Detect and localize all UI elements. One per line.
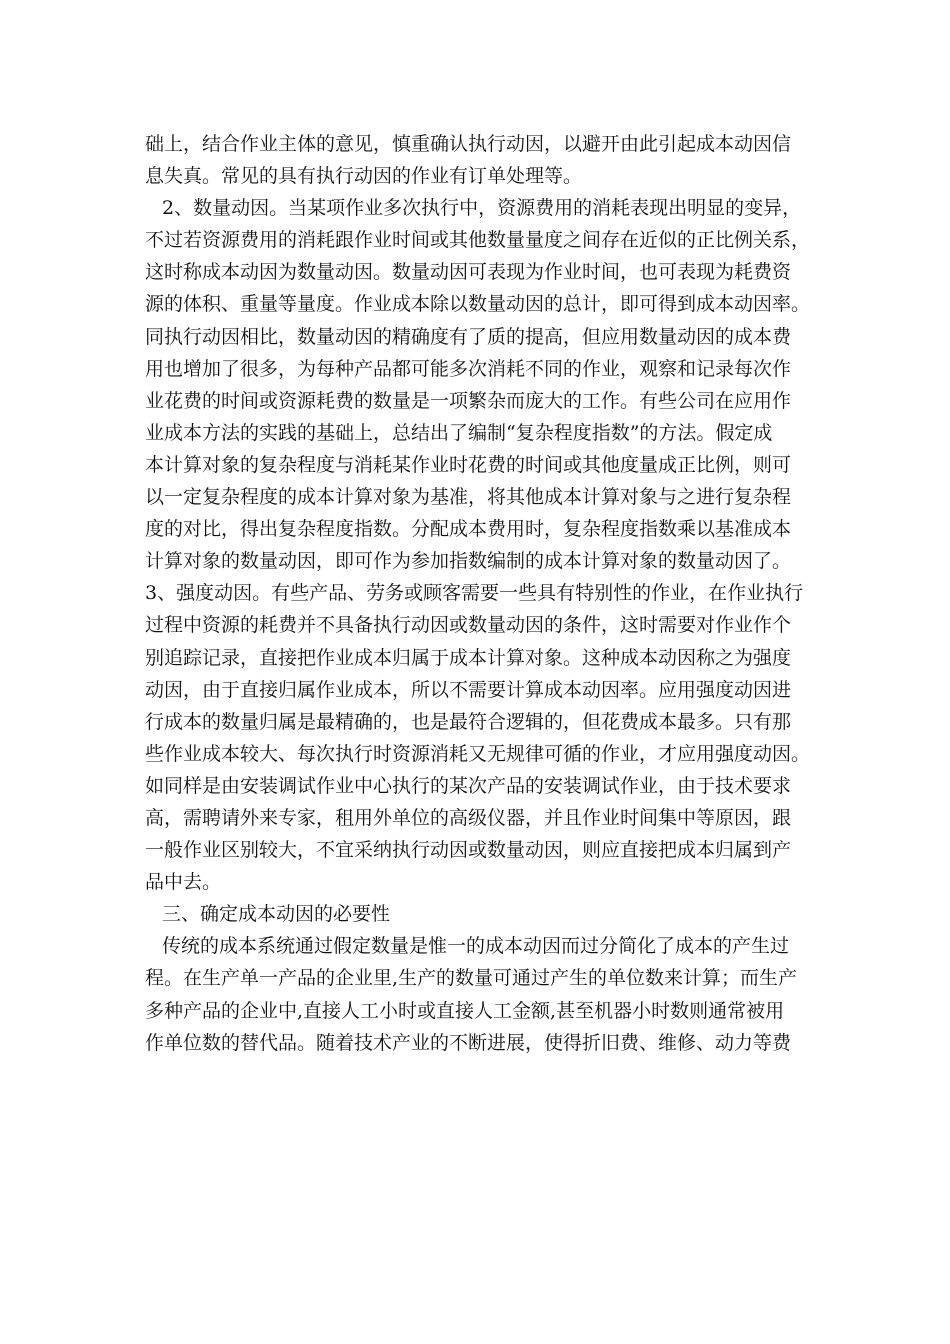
text-line: 过程中资源的耗费并不具备执行动因或数量动因的条件，这时需要对作业作个 [145, 614, 792, 637]
text-line: 源的体积、重量等量度。作业成本除以数量动因的总计，即可得到成本动因率。 [145, 293, 811, 316]
text-line: 以一定复杂程度的成本计算对象为基准，将其他成本计算对象与之进行复杂程 [145, 486, 792, 509]
text-line: 本计算对象的复杂程度与消耗某作业时花费的时间或其他度量成正比例，则可 [145, 453, 792, 476]
text-line: 品中去。 [145, 871, 222, 894]
text-line: 一般作业区别较大，不宜采纳执行动因或数量动因，则应直接把成本归属到产 [145, 839, 792, 862]
text-line: 程。在生产单一产品的企业里,生产的数量可通过产生的单位数来计算；而生产 [145, 967, 798, 990]
text-line: 度的对比，得出复杂程度指数。分配成本费用时，复杂程度指数乘以基准成本 [145, 518, 792, 541]
text-line: 用也增加了很多，为每种产品都可能多次消耗不同的作业，观察和记录每次作 [145, 357, 792, 380]
text-line: 这时称成本动因为数量动因。数量动因可表现为作业时间，也可表现为耗费资 [145, 261, 792, 284]
text-line: 行成本的数量归属是最精确的，也是最符合逻辑的，但花费成本最多。只有那 [145, 710, 792, 733]
text-line: 多种产品的企业中,直接人工小时或直接人工金额,甚至机器小时数则通常被用 [145, 999, 785, 1022]
text-line: 动因，由于直接归属作业成本，所以不需要计算成本动因率。应用强度动因进 [145, 678, 792, 701]
document-body [145, 128, 825, 1059]
text-line: 三、确定成本动因的必要性 [162, 903, 391, 926]
text-line: 2、数量动因。当某项作业多次执行中，资源费用的消耗表现出明显的变异， [162, 197, 802, 220]
text-line: 息失真。常见的具有执行动因的作业有订单处理等。 [145, 165, 583, 188]
text-line: 传统的成本系统通过假定数量是惟一的成本动因而过分简化了成本的产生过 [162, 935, 790, 958]
text-line: 别追踪记录，直接把作业成本归属于成本计算对象。这种成本动因称之为强度 [145, 646, 792, 669]
text-line: 业成本方法的实践的基础上，总结出了编制“复杂程度指数”的方法。假定成 [145, 421, 773, 444]
text-line: 作单位数的替代品。随着技术产业的不断进展，使得折旧费、维修、动力等费 [145, 1031, 792, 1054]
text-line: 高，需聘请外来专家，租用外单位的高级仪器，并且作业时间集中等原因，跟 [145, 806, 792, 829]
text-line: 计算对象的数量动因，即可作为参加指数编制的成本计算对象的数量动因了。 [145, 550, 792, 573]
text-line: 础上，结合作业主体的意见，慎重确认执行动因，以避开由此引起成本动因信 [145, 133, 792, 155]
text-line: 如同样是由安装调试作业中心执行的某次产品的安装调试作业，由于技术要求 [145, 774, 792, 797]
text-line: 业花费的时间或资源耗费的数量是一项繁杂而庞大的工作。有些公司在应用作 [145, 389, 792, 412]
text-line: 不过若资源费用的消耗跟作业时间或其他数量量度之间存在近似的正比例关系， [145, 229, 811, 252]
text-line: 同执行动因相比，数量动因的精确度有了质的提高，但应用数量动因的成本费 [145, 325, 792, 348]
text-line: 3、强度动因。有些产品、劳务或顾客需要一些具有特别性的作业，在作业执行 [145, 582, 804, 605]
text-line: 些作业成本较大、每次执行时资源消耗又无规律可循的作业，才应用强度动因。 [145, 742, 811, 765]
